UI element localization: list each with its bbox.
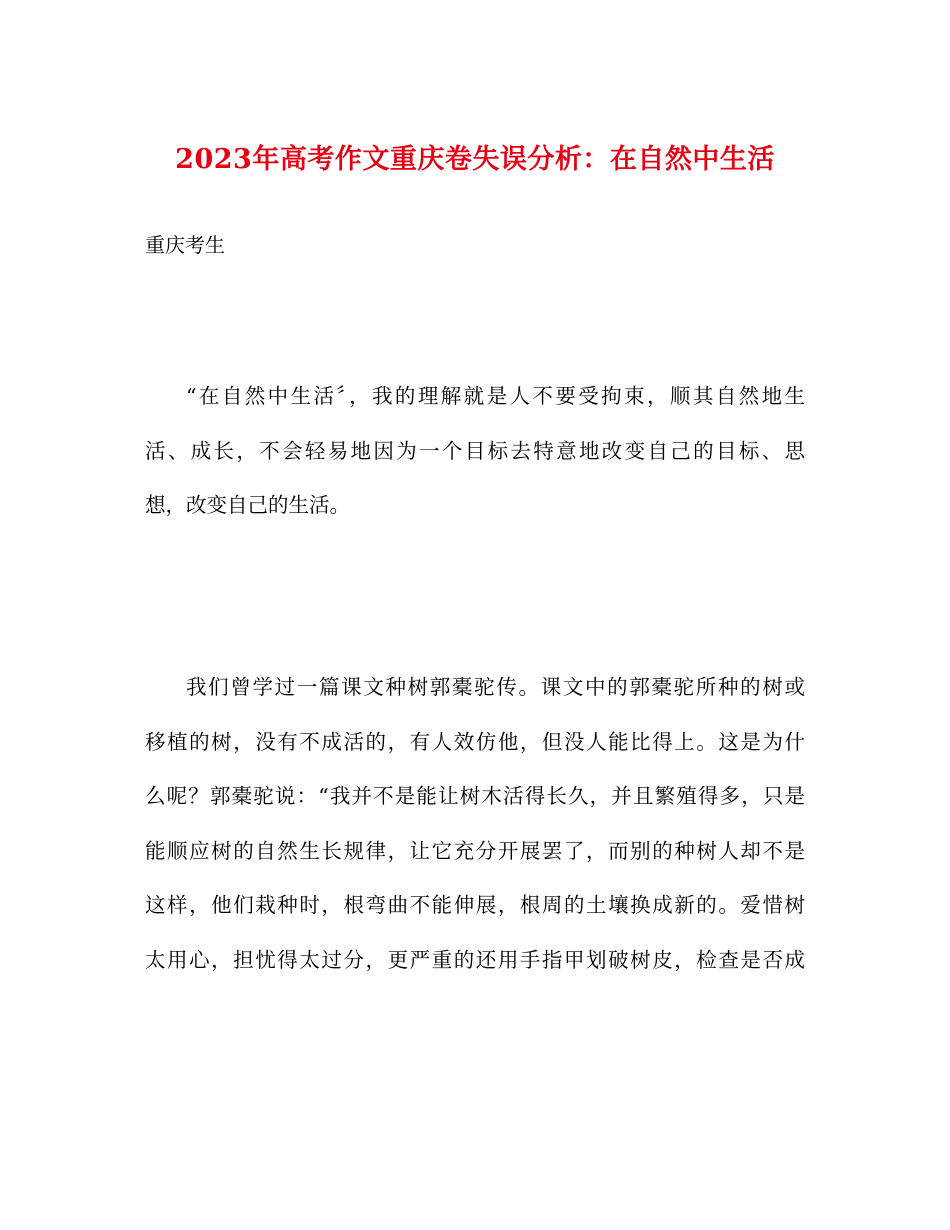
paragraph-line: 能顺应树的自然生长规律，让它充分开展罢了，而别的种树人却不是 [145, 838, 805, 863]
document-title: 2023年高考作文重庆卷失误分析：在自然中生活 [175, 144, 775, 175]
author-line: 重庆考生 [145, 233, 225, 257]
paragraph-line: 么呢？郭橐驼说：“我并不是能让树木活得长久，并且繁殖得多，只是 [145, 784, 805, 809]
paragraph-1 [145, 369, 805, 533]
paragraph-line: 这样，他们栽种时，根弯曲不能伸展，根周的土壤换成新的。爱惜树 [145, 893, 805, 918]
paragraph-2 [145, 660, 805, 988]
paragraph-line: “在自然中生活〞，我的理解就是人不要受拘束，顺其自然地生 [186, 384, 805, 408]
paragraph-line: 想，改变自己的生活。 [145, 493, 350, 518]
paragraph-line: 活、成长，不会轻易地因为一个目标去特意地改变自己的目标、思 [145, 438, 805, 463]
paragraph-line: 我们曾学过一篇课文种树郭橐驼传。课文中的郭橐驼所种的树或 [186, 675, 805, 699]
paragraph-line: 移植的树，没有不成活的，有人效仿他，但没人能比得上。这是为什 [145, 729, 805, 754]
paragraph-line: 太用心，担忧得太过分，更严重的还用手指甲划破树皮，检查是否成 [145, 947, 805, 972]
